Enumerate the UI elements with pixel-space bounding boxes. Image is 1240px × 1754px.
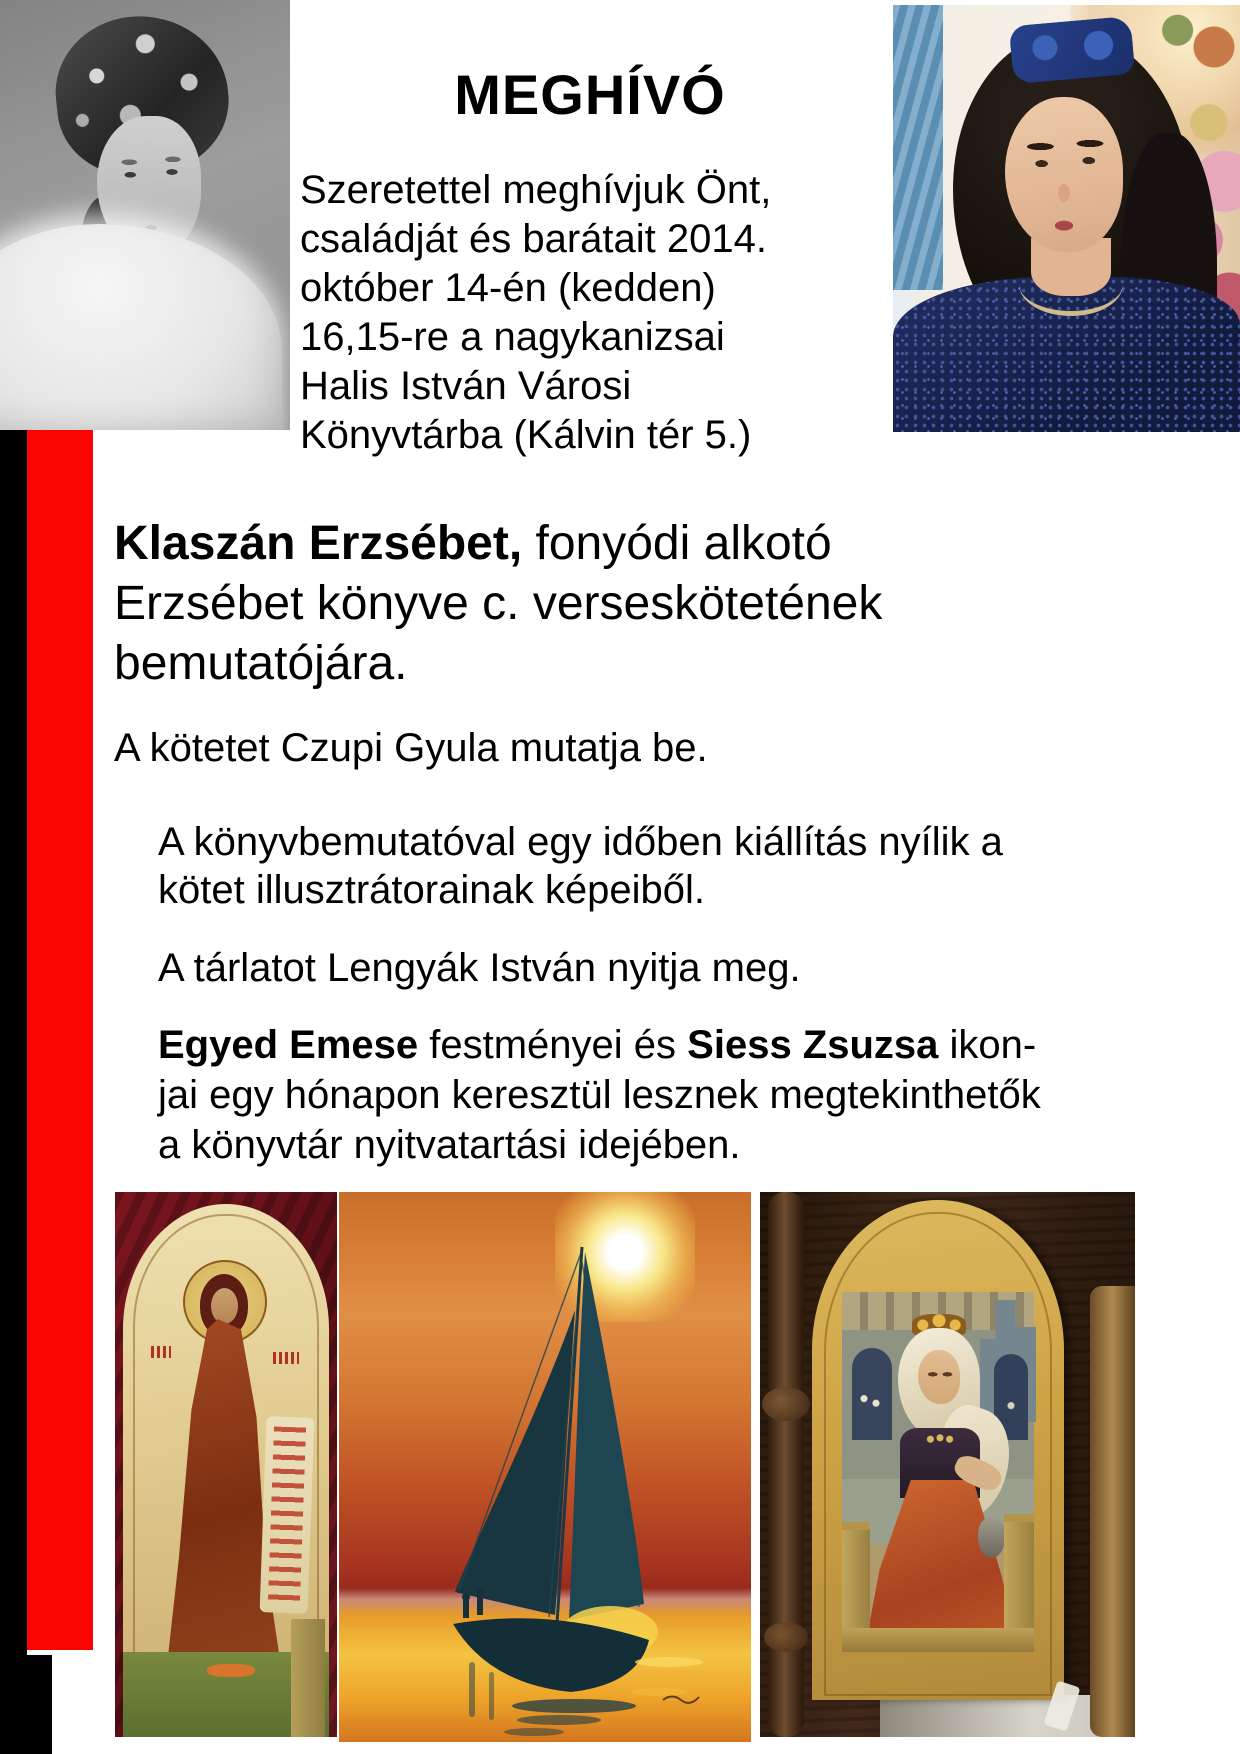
artist-name-1: Egyed Emese xyxy=(158,1023,419,1067)
saint-robe xyxy=(864,1480,1020,1652)
wood-post-right xyxy=(1090,1286,1135,1737)
sailboat-graphic xyxy=(339,1192,751,1742)
photo-bw-portrait xyxy=(0,0,290,430)
presenter-line: A kötetet Czupi Gyula mutatja be. xyxy=(114,726,708,770)
book-author-name: Klaszán Erzsébet, xyxy=(114,517,523,570)
exhibition-line2: kötet illusztrátorainak képeiből. xyxy=(158,868,705,912)
intro-line: október 14-én (kedden) xyxy=(300,266,716,310)
intro-line: Halis István Városi xyxy=(300,364,632,408)
book-line2: Erzsébet könyve c. verseskötetének xyxy=(114,577,883,630)
baluster-bulge xyxy=(764,1622,808,1652)
cp-necklace xyxy=(1019,253,1123,316)
cp-face xyxy=(1005,97,1123,252)
exhibition-paragraph xyxy=(158,818,1158,914)
intro-paragraph xyxy=(300,166,900,460)
icon-scroll-text xyxy=(268,1426,306,1603)
intro-line: 16,15-re a nagykanizsai xyxy=(300,315,725,359)
icon-panel xyxy=(123,1204,329,1737)
artists-line1 xyxy=(158,1020,1178,1070)
artists-line1-tail: ikon- xyxy=(938,1023,1037,1067)
scene-window xyxy=(852,1348,892,1440)
page-title: MEGHÍVÓ xyxy=(454,63,726,126)
intro-line: családját és barátait 2014. xyxy=(300,217,767,261)
scene-steps xyxy=(842,1628,1034,1652)
wood-baluster xyxy=(768,1192,804,1737)
intro-line: Szeretettel meghívjuk Önt, xyxy=(300,168,772,212)
icon-inscription xyxy=(151,1346,171,1358)
artists-paragraph xyxy=(158,1020,1178,1170)
painting-icon-saint xyxy=(760,1192,1135,1737)
icon-inscription xyxy=(273,1352,299,1364)
bottom-left-black-bar xyxy=(0,1655,52,1754)
saint-face xyxy=(918,1350,960,1404)
book-line1-rest: fonyódi alkotó xyxy=(522,517,832,570)
exhibition-line1: A könyvbemutatóval egy időben kiállítás nyílik a xyxy=(158,820,1003,864)
book-line1 xyxy=(114,514,1094,574)
left-black-bar xyxy=(0,430,27,1657)
saint-jug xyxy=(978,1518,1005,1558)
baluster-bulge xyxy=(762,1387,810,1421)
cp-window xyxy=(893,5,943,290)
icon-feet xyxy=(207,1664,255,1677)
icon-face xyxy=(211,1288,238,1324)
bw-fur-collar xyxy=(0,224,282,430)
book-heading xyxy=(114,514,1094,694)
painting-icon-madonna xyxy=(115,1192,337,1737)
left-red-bar xyxy=(27,430,93,1650)
artists-between: festményei és xyxy=(418,1023,688,1067)
icon-scene xyxy=(842,1292,1034,1652)
book-line3: bemutatójára. xyxy=(114,637,408,690)
icon-column xyxy=(291,1619,325,1737)
icon-panel xyxy=(812,1200,1064,1700)
artist-name-2: Siess Zsuzsa xyxy=(687,1023,939,1067)
artists-line2: jai egy hónapon keresztül lesznek megtekinthetők xyxy=(158,1073,1041,1117)
photo-color-portrait xyxy=(893,5,1240,432)
icon-scroll xyxy=(260,1416,315,1614)
artists-line3: a könyvtár nyitvatartási idejében. xyxy=(158,1123,741,1167)
intro-line: Könyvtárba (Kálvin tér 5.) xyxy=(300,413,752,457)
cp-hair-bow xyxy=(1009,16,1136,84)
painting-sailboat-sunset xyxy=(339,1192,751,1742)
exhibition-opening-line: A tárlatot Lengyák István nyitja meg. xyxy=(158,946,801,990)
